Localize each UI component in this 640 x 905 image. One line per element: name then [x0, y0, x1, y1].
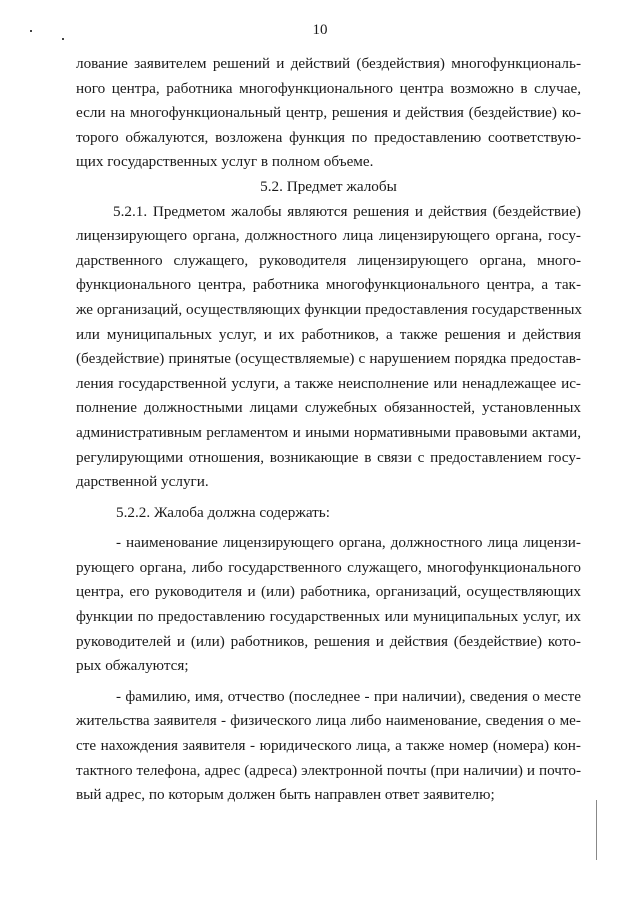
paragraph-5-2-1-line: функционального центра, работника многофункционального центра, а так-: [76, 276, 581, 294]
section-heading: 5.2. Предмет жалобы: [260, 177, 397, 195]
paragraph-5-2-1-line: регулирующими отношения, возникающие в связи с предоставлением госу-: [76, 448, 581, 466]
intro-line: лование заявителем решений и действий (бездействия) многофункциональ-: [76, 55, 581, 72]
scan-speck: [30, 30, 32, 32]
bullet-2-line: вый адрес, по которым должен быть направлен ответ заявителю;: [76, 786, 495, 804]
paragraph-5-2-1-line: полнение должностными лицами служебных обязанностей, установленных: [76, 399, 581, 417]
paragraph-5-2-1-line: лицензирующего органа, должностного лица лицензирующего органа, госу-: [76, 227, 581, 245]
paragraph-5-2-1-line: или муниципальных услуг, и их работников, а также решения и действия: [76, 325, 581, 343]
bullet-2-line: сте нахождения заявителя - юридического лица, а также номер (номера) кон-: [76, 737, 581, 755]
bullet-1-line: рующего органа, либо государственного служащего, многофункционального: [76, 558, 581, 576]
page-number: 10: [312, 22, 328, 38]
intro-line: ного центра, работника многофункционального центра возможно в случае,: [76, 79, 581, 97]
bullet-2-line: - фамилию, имя, отчество (последнее - при наличии), сведения о месте: [116, 687, 581, 705]
paragraph-5-2-1-line: (бездействие) принятые (осуществляемые) с нарушением порядка предостав-: [76, 350, 581, 368]
bullet-1-line: центра, его руководителя и (или) работника, организаций, осуществляющих: [76, 583, 581, 601]
paragraph-5-2-1-line: 5.2.1. Предметом жалобы являются решения и действия (бездействие): [113, 202, 581, 220]
document-body: [76, 52, 581, 808]
paragraph-5-2-2-title: 5.2.2. Жалоба должна содержать:: [116, 503, 330, 521]
scan-edge-mark: [596, 800, 597, 860]
bullet-1-line: руководителей и (или) работников, решения и действия (бездействие) кото-: [76, 632, 581, 650]
bullet-2-line: жительства заявителя - физического лица либо наименование, сведения о ме-: [76, 712, 581, 730]
intro-line: щих государственных услуг в полном объеме.: [76, 153, 374, 171]
scan-speck: [62, 38, 64, 40]
bullet-1-line: рых обжалуются;: [76, 657, 189, 675]
bullet-1-line: функции по предоставлению государственных или муниципальных услуг, их: [76, 608, 581, 626]
paragraph-5-2-1-line: административным регламентом и иными нормативными правовыми актами,: [76, 423, 581, 441]
intro-line: торого обжалуются, возложена функция по предоставлению соответствую-: [76, 128, 581, 146]
bullet-2-line: тактного телефона, адрес (адреса) электронной почты (при наличии) и почто-: [76, 761, 581, 779]
paragraph-5-2-1-line: же организаций, осуществляющих функции предоставления государственных: [76, 300, 583, 318]
paragraph-5-2-1-line: ления государственной услуги, а также неисполнение или ненадлежащее ис-: [76, 374, 581, 392]
intro-line: если на многофункциональный центр, решения и действия (бездействие) ко-: [76, 104, 581, 122]
paragraph-5-2-1-line: дарственной услуги.: [76, 473, 209, 491]
bullet-1-line: - наименование лицензирующего органа, должностного лица лицензи-: [116, 534, 581, 552]
paragraph-5-2-1-line: дарственного служащего, руководителя лицензирующего органа, много-: [76, 251, 581, 269]
